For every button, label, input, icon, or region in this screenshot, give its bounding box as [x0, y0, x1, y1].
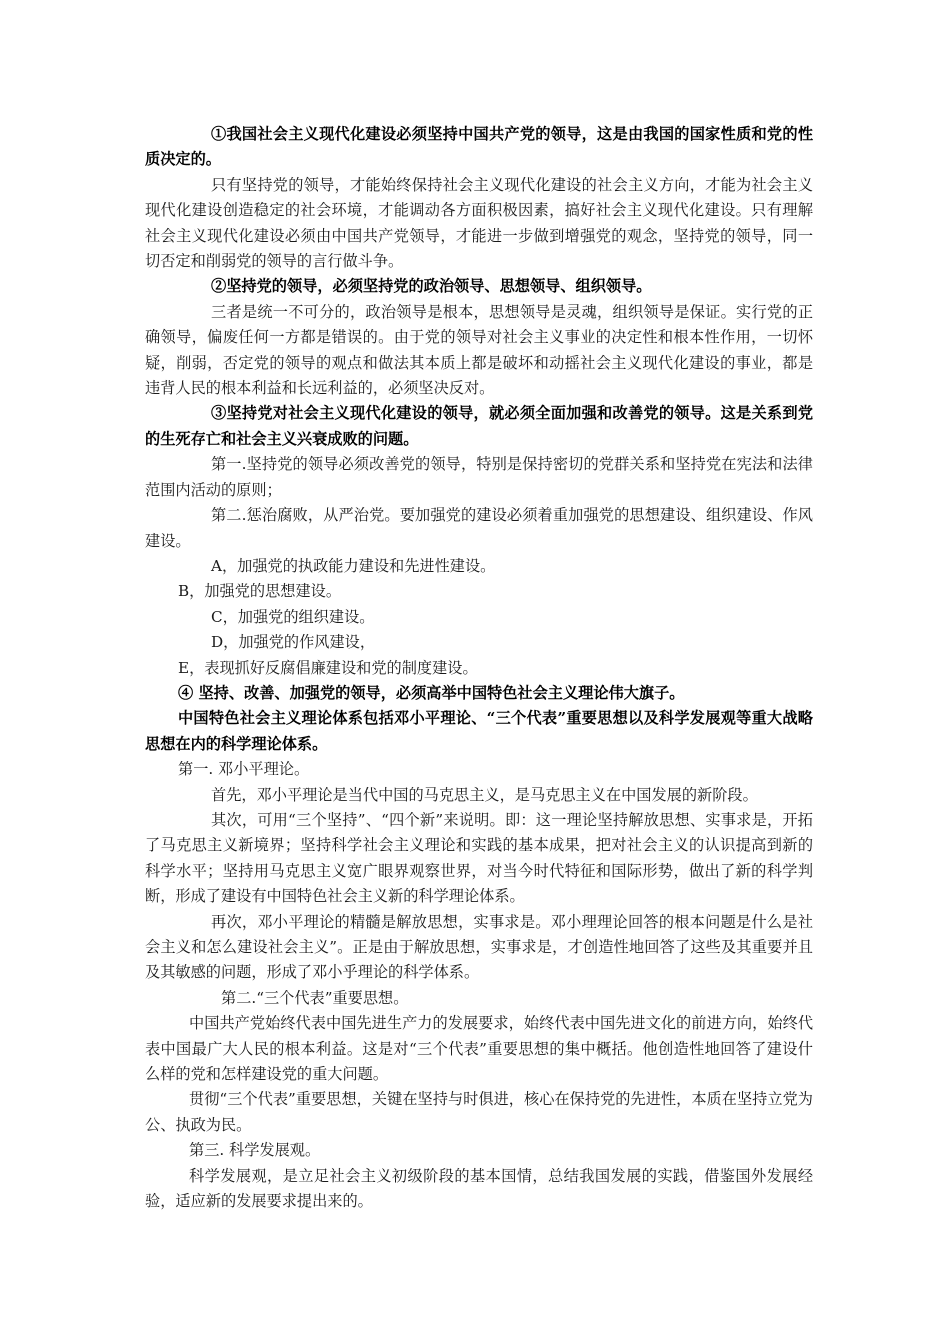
list-item-c: C，加强党的组织建设。 [211, 607, 375, 626]
paragraph-second-anticorruption: 第二.惩治腐败，从严治党。要加强党的建设必须着重加强党的思想建设、组织建设、作风建设。 [145, 506, 813, 550]
paragraph-three-represents: 中国共产党始终代表中国先进生产力的发展要求，始终代表中国先进文化的前进方向，始终代表中国最广大人民的根本利益。这是对“三个代表”重要思想的集中概括。他创造性地回答了建设什么样的党和怎样建设党的重大问题。 [145, 1014, 813, 1084]
paragraph-theory-system: 中国特色社会主义理论体系包括邓小平理论、“三个代表”重要思想以及科学发展观等重大战略思想在内的科学理论体系。 [145, 709, 813, 753]
subheading-three-represents: 第二.“三个代表”重要思想。 [221, 988, 409, 1007]
paragraph-party-leadership: 只有坚持党的领导，才能始终保持社会主义现代化建设的社会主义方向，才能为社会主义现代化建设创造稳定的社会环境，才能调动各方面积极因素，搞好社会主义现代化建设。只有理解社会主义现代化建设必须由中国共产党领导，才能进一步做到增强党的观念，坚持党的领导，同一切否定和削弱党的领导的言行做斗争。 [145, 175, 813, 271]
paragraph-implement-three-represents: 贯彻“三个代表”重要思想，关键在坚持与时俱进，核心在保持党的先进性，本质在坚持立党为公、执政为民。 [145, 1090, 813, 1134]
heading-point-3: ③坚持党对社会主义现代化建设的领导，就必须全面加强和改善党的领导。这是关系到党的生死存亡和社会主义兴衰成败的问题。 [145, 404, 813, 448]
paragraph-first-improve: 第一.坚持党的领导必须改善党的领导，特别是保持密切的党群关系和坚持党在宪法和法律范围内活动的原则； [145, 455, 813, 499]
subheading-deng-theory: 第一. 邓小平理论。 [178, 760, 310, 779]
list-item-b: B，加强党的思想建设。 [178, 582, 342, 601]
document-page [145, 122, 813, 1214]
paragraph-deng-third: 再次，邓小平理论的精髓是解放思想，实事求是。邓小理理论回答的根本问题是什么是社会主义和怎么建设社会主义”。正是由于解放思想，实事求是，才创造性地回答了这些及其重要并且及其敏感的问题，形成了邓小乎理论的科学体系。 [145, 912, 813, 982]
list-item-d: D，加强党的作风建设， [211, 633, 376, 652]
heading-point-2: ②坚持党的领导，必须坚持党的政治领导、思想领导、组织领导。 [211, 277, 652, 296]
paragraph-deng-second: 其次，可用“三个坚持”、“四个新”来说明。即：这一理论坚持解放思想、实事求是，开拓了马克思主义新境界；坚持科学社会主义理论和实践的基本成果，把对社会主义的认识提高到新的科学水平；坚持用马克思主义宽广眼界观察世界，对当今时代特征和国际形势，做出了新的科学判断，形成了建设有中国特色社会主义新的科学理论体系。 [145, 810, 813, 906]
subheading-scientific-development: 第三. 科学发展观。 [189, 1141, 321, 1160]
list-item-a: A，加强党的执政能力建设和先进性建设。 [211, 556, 496, 575]
heading-point-1: ①我国社会主义现代化建设必须坚持中国共产党的领导，这是由我国的国家性质和党的性质决定的。 [145, 125, 813, 169]
paragraph-scientific-development: 科学发展观，是立足社会主义初级阶段的基本国情，总结我国发展的实践，借鉴国外发展经验，适应新的发展要求提出来的。 [145, 1166, 813, 1211]
paragraph-deng-first: 首先，邓小平理论是当代中国的马克思主义，是马克思主义在中国发展的新阶段。 [211, 785, 758, 804]
paragraph-three-leaderships: 三者是统一不可分的，政治领导是根本，思想领导是灵魂，组织领导是保证。实行党的正确领导，偏废任何一方都是错误的。由于党的领导对社会主义事业的决定性和根本性作用，一切怀疑，削弱，否定党的领导的观点和做法其本质上都是破坏和动摇社会主义现代化建设的事业，都是违背人民的根本利益和长远利益的，必须坚决反对。 [145, 302, 813, 398]
list-item-e: E，表现抓好反腐倡廉建设和党的制度建设。 [178, 658, 478, 677]
heading-point-4: ④ 坚持、改善、加强党的领导，必须高举中国特色社会主义理论伟大旗子。 [178, 683, 685, 702]
